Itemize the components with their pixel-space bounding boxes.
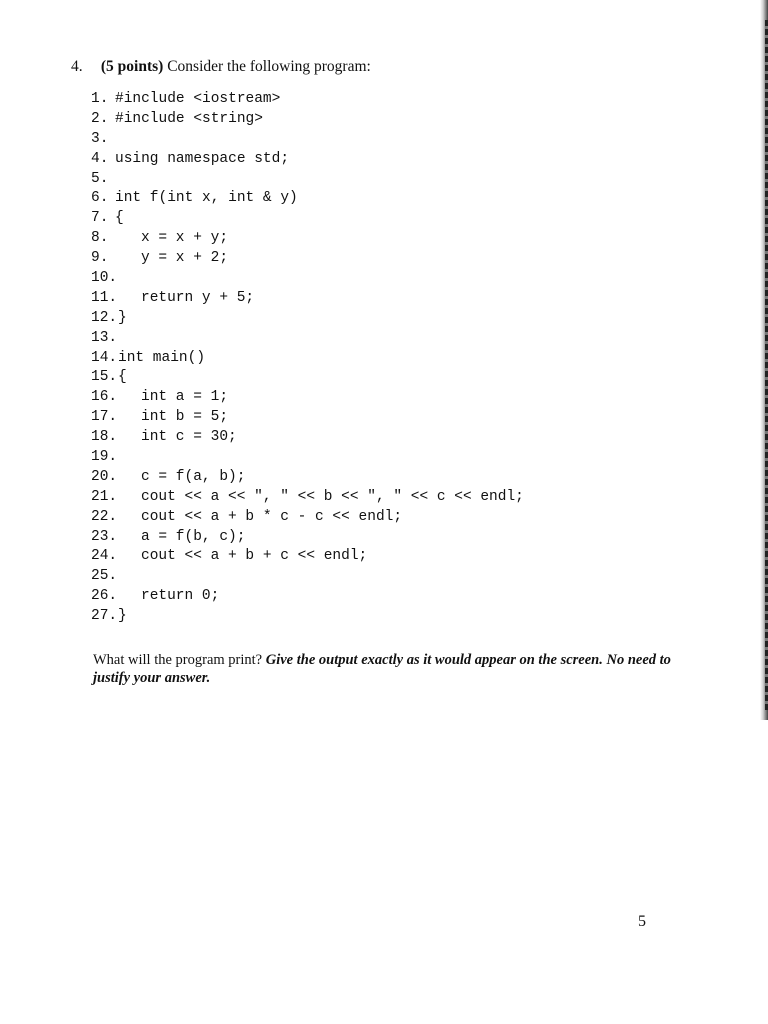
code-line <box>91 150 290 170</box>
code-line-number: 5. <box>91 170 109 187</box>
code-line-number: 11. <box>91 289 118 306</box>
code-line-number: 20. <box>91 468 118 485</box>
prompt-question: What will the program print? <box>93 652 266 668</box>
code-line-text: x = x + y; <box>141 230 229 247</box>
code-line-number: 26. <box>91 588 118 605</box>
code-line-text: } <box>118 309 127 326</box>
code-line <box>91 289 255 309</box>
code-line <box>91 209 124 229</box>
code-line-number: 16. <box>91 389 118 406</box>
code-line <box>91 329 118 349</box>
code-line <box>91 368 127 388</box>
code-line <box>91 607 127 627</box>
code-line <box>91 170 115 190</box>
code-line-text: #include <iostream> <box>115 91 281 107</box>
code-line-number: 23. <box>91 528 118 545</box>
code-line-text: } <box>118 608 127 625</box>
code-line-number: 8. <box>91 230 109 247</box>
code-line-number: 2. <box>91 110 109 127</box>
code-line-text: y = x + 2; <box>141 250 229 267</box>
code-line-text: int a = 1; <box>141 389 229 406</box>
code-line <box>91 587 220 607</box>
code-line-number: 1. <box>91 91 109 107</box>
code-line <box>91 388 229 408</box>
code-line-number: 3. <box>91 130 109 147</box>
question-header <box>71 58 371 76</box>
code-line <box>91 110 263 130</box>
code-line <box>91 309 127 329</box>
code-line-text: { <box>118 369 127 386</box>
code-line-number: 10. <box>91 270 118 287</box>
code-line-number: 9. <box>91 250 109 267</box>
question-number: 4. <box>71 58 83 75</box>
code-line-number: 4. <box>91 150 109 167</box>
code-line-number: 6. <box>91 190 109 207</box>
code-line <box>91 249 229 269</box>
code-line-number: 12. <box>91 309 118 326</box>
code-line-number: 18. <box>91 429 118 446</box>
code-line-number: 7. <box>91 210 109 227</box>
code-line-number: 15. <box>91 369 118 386</box>
code-line-number: 24. <box>91 548 118 565</box>
code-line <box>91 488 524 508</box>
code-line-text: return y + 5; <box>141 289 255 306</box>
code-line-number: 17. <box>91 409 118 426</box>
code-line <box>91 229 229 249</box>
code-line-number: 21. <box>91 488 118 505</box>
page-number: 5 <box>638 913 646 930</box>
code-line <box>91 468 246 488</box>
code-line <box>91 528 246 548</box>
code-line-text: a = f(b, c); <box>141 528 246 545</box>
code-line <box>91 508 403 528</box>
code-line-text: cout << a << ", " << b << ", " << c << endl; <box>141 488 524 505</box>
code-line <box>91 547 368 567</box>
code-line-text: int c = 30; <box>141 429 237 446</box>
code-line-number: 22. <box>91 508 118 525</box>
code-line-number: 13. <box>91 329 118 346</box>
code-line-text: int f(int x, int & y) <box>115 190 298 207</box>
code-line <box>91 189 298 209</box>
code-line-text: int main() <box>118 349 206 366</box>
answer-prompt <box>93 651 693 687</box>
code-line-text: #include <string> <box>115 110 263 127</box>
code-line-text: cout << a + b + c << endl; <box>141 548 368 565</box>
code-line <box>91 269 118 289</box>
code-listing <box>91 90 524 627</box>
code-line-number: 25. <box>91 568 118 585</box>
code-line-text: cout << a + b * c - c << endl; <box>141 508 403 525</box>
code-line <box>91 448 118 468</box>
question-text: Consider the following program: <box>167 58 371 75</box>
code-line <box>91 428 237 448</box>
code-line-number: 14. <box>91 349 118 366</box>
question-points: (5 points) <box>100 58 164 75</box>
code-line <box>91 349 206 369</box>
code-line <box>91 130 115 150</box>
code-line-text: int b = 5; <box>141 409 229 426</box>
code-line-text: c = f(a, b); <box>141 468 246 485</box>
code-line <box>91 567 118 587</box>
code-line-number: 19. <box>91 449 118 466</box>
code-line-text: return 0; <box>141 588 220 605</box>
code-line <box>91 90 281 110</box>
code-line-text: { <box>115 210 124 227</box>
code-line <box>91 408 229 428</box>
code-line-text: using namespace std; <box>115 150 290 167</box>
code-line-number: 27. <box>91 608 118 625</box>
prompt-instruction: Give the output exactly as it would appear on the screen. No need to justify your answer. <box>93 652 671 686</box>
